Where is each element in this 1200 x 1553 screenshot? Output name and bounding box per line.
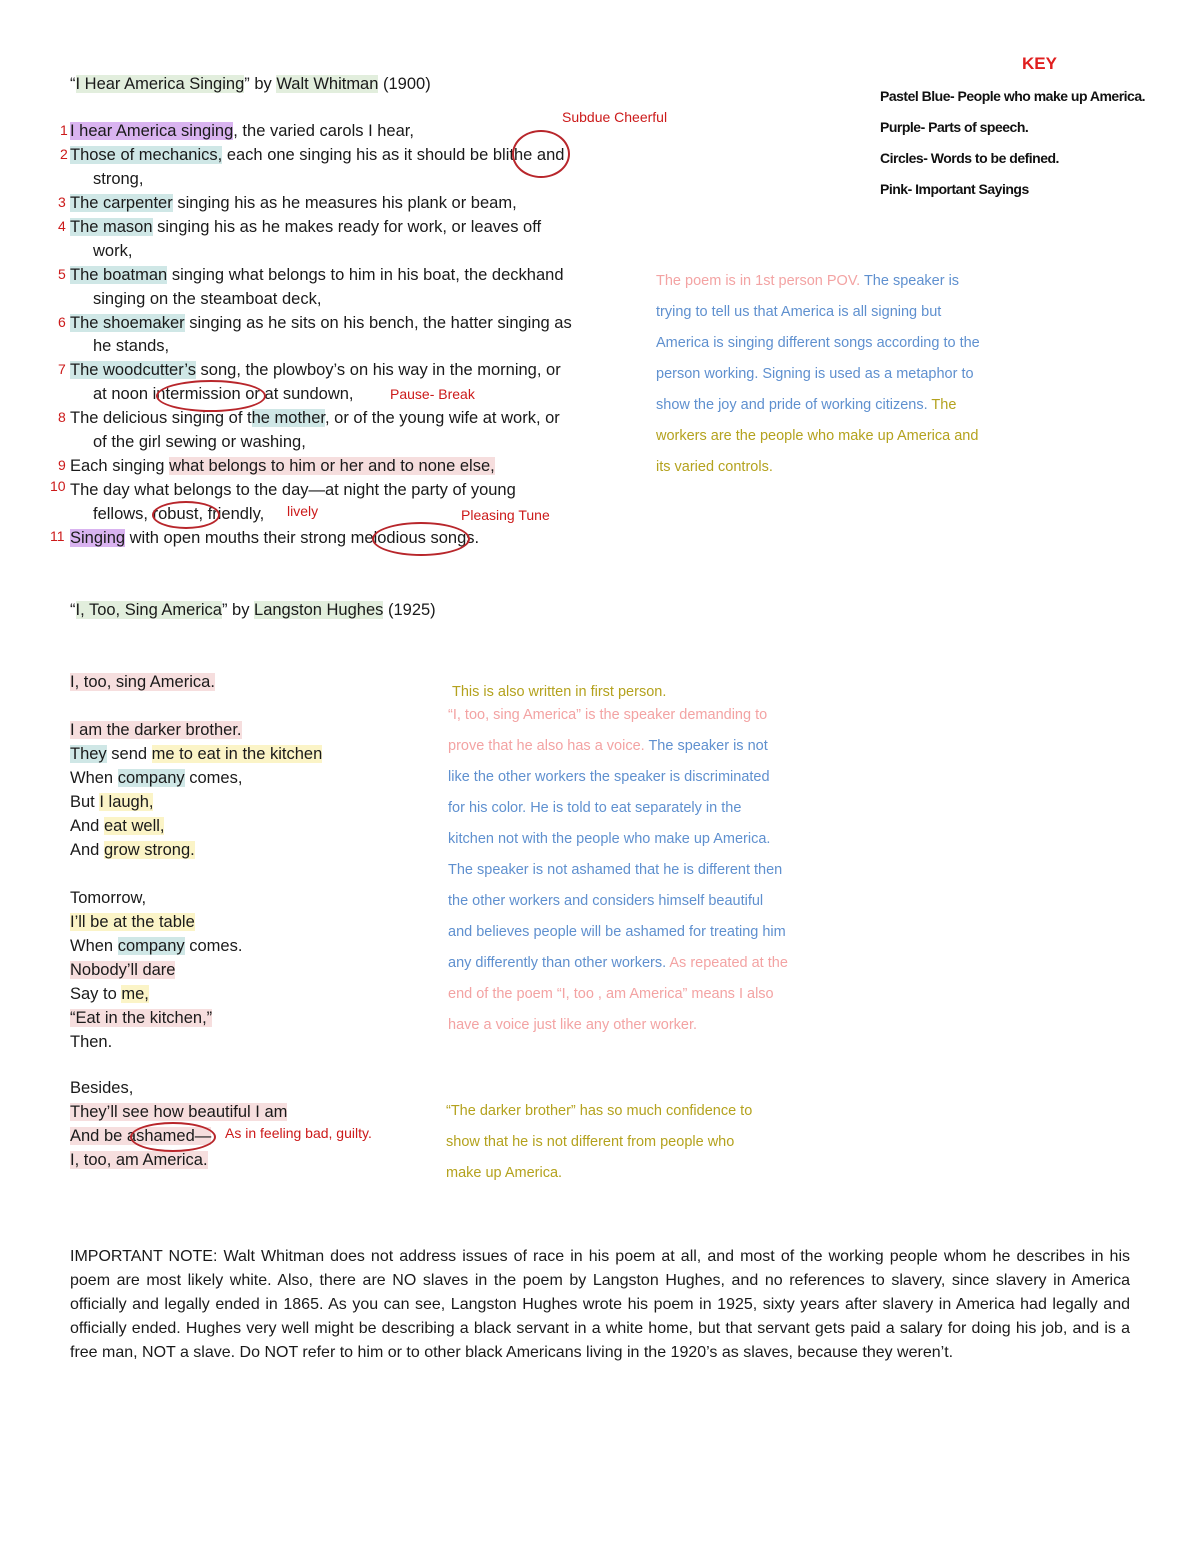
line-number: 2 [60, 146, 68, 162]
definition-circle-ashamed [130, 1122, 216, 1152]
commentary-poem2-closing: “The darker brother” has so much confidence to show that he is not different from people who make up America. [446, 1103, 753, 1181]
poem1-author: Walt Whitman [276, 75, 379, 93]
line-number: 6 [58, 314, 66, 330]
definition-intermission: Pause- Break [390, 386, 475, 402]
poem2-line: I, too, sing America. [70, 673, 215, 691]
key-item-pink: Pink- Important Sayings [880, 181, 1029, 197]
poem1-line: The mason singing his as he makes ready for work, or leaves off [70, 218, 542, 236]
poem2-line: When company comes. [70, 937, 243, 955]
poem1-line: The shoemaker singing as he sits on his bench, the hatter singing as [70, 314, 572, 332]
poem2-line: “Eat in the kitchen,” [70, 1009, 213, 1027]
poem2-line: Nobody’ll dare [70, 961, 176, 979]
important-note [70, 1245, 1130, 1365]
poem2-line: Tomorrow, [70, 889, 147, 907]
poem1-line: I hear America singing, the varied carols I hear, [70, 122, 414, 140]
line-number: 8 [58, 409, 66, 425]
commentary-poem2-lead: This is also written in first person. [452, 684, 667, 700]
poem2-line: I am the darker brother. [70, 721, 242, 739]
poem2-line: They send me to eat in the kitchen [70, 745, 323, 763]
poem2-line: And be ashamed— [70, 1127, 212, 1145]
poem2-line: They’ll see how beautiful I am [70, 1103, 288, 1121]
poem2-line: When company comes, [70, 769, 243, 787]
poem2-line: I’ll be at the table [70, 913, 195, 931]
word-ashamed: ashamed [126, 1127, 195, 1145]
important-note-text: Walt Whitman does not address issues of race in his poem at all, and most of the working people whom he describes in his poem are most likely white. Also, there are NO slaves in the poem by Langston Hughes, and no references to slavery, since slavery in America officially and legally ended in 1865. As you can see, Langston Hughes wrote his poem in 1925, sixty years after slavery in America had legally and officially ended. Hughes very well might be describing a black servant in a white home, but that servant gets paid a salary for doing his job, and is a free man, NOT a slave. Do NOT refer to him or to other black Americans living in the 1920’s as slaves, because they weren’t. [70, 1248, 1130, 1361]
poem1-line: work, [93, 242, 133, 260]
poem1-title-text: I Hear America Singing [75, 75, 245, 93]
line-number: 5 [58, 266, 66, 282]
line-number: 7 [58, 361, 66, 377]
poem1-line: The day what belongs to the day—at night the party of young [70, 481, 516, 499]
definition-robust: lively [287, 503, 319, 519]
poem1-line: of the girl sewing or washing, [93, 433, 306, 451]
key-item-pastel-blue: Pastel Blue- People who make up America. [880, 88, 1146, 104]
poem2-line: And grow strong. [70, 841, 195, 859]
word-robust: robust, [152, 505, 204, 523]
poem1-line: he stands, [93, 337, 170, 355]
poem2-line: And eat well, [70, 817, 165, 835]
important-note-label: IMPORTANT NOTE: [70, 1248, 218, 1265]
poem1-line: Those of mechanics, each one singing his as it should be blithe and [70, 146, 565, 164]
poem1-line: fellows, robust, friendly, [93, 505, 265, 523]
poem1-line: The delicious singing of the mother, or of the young wife at work, or [70, 409, 560, 427]
line-number: 11 [50, 528, 65, 544]
key-item-circles: Circles- Words to be defined. [880, 150, 1059, 166]
line-number: 4 [58, 218, 66, 234]
key-title: KEY [1022, 54, 1057, 73]
poem2-line: Say to me, [70, 985, 149, 1003]
line-number: 9 [58, 457, 66, 473]
poem1-title: “I Hear America Singing” by Walt Whitman (1900) [70, 75, 431, 93]
word-blithe: blithe [492, 146, 533, 164]
line-number: 1 [60, 122, 68, 138]
poem2-line: I, too, am America. [70, 1151, 208, 1169]
poem2-line: But I laugh, [70, 793, 154, 811]
key-item-purple: Purple- Parts of speech. [880, 119, 1029, 135]
poem1-line: Singing with open mouths their strong melodious songs. [70, 529, 480, 547]
definition-circle-blithe [512, 130, 570, 178]
definition-circle-melodious [372, 522, 470, 556]
poem2-title-text: I, Too, Sing America [75, 601, 222, 619]
poem1-line: at noon intermission or at sundown, [93, 385, 354, 403]
line-number: 3 [58, 194, 66, 210]
definition-circle-intermission [156, 380, 266, 412]
poem2-line: Then. [70, 1033, 113, 1051]
poem1-line: The woodcutter’s song, the plowboy’s on his way in the morning, or [70, 361, 561, 379]
definition-blithe: Subdue Cheerful [562, 109, 668, 125]
poem2-author: Langston Hughes [254, 601, 384, 619]
poem2-title: “I, Too, Sing America” by Langston Hughes (1925) [70, 601, 436, 619]
definition-circle-robust [152, 501, 220, 529]
poem1-line: The boatman singing what belongs to him in his boat, the deckhand [70, 266, 564, 284]
word-melodious: melodious [350, 529, 426, 547]
poem1-line: strong, [93, 170, 144, 188]
definition-melodious: Pleasing Tune [461, 507, 550, 523]
definition-ashamed: As in feeling bad, guilty. [225, 1125, 372, 1141]
commentary-poem2: “I, too, sing America” is the speaker demanding to prove that he also has a voice. The speaker is not like the other workers the speaker is discriminated for his color. He is told to eat separately in the kitchen not with the people who make up America. The speaker is not ashamed that he is different then the other workers and considers himself beautiful and believes people will be ashamed for treating him any differently than other workers. As repeated at the end of the poem “I, too , am America” means I also have a voice just like any other worker. [448, 707, 788, 1033]
commentary-poem1: The poem is in 1st person POV. The speaker is trying to tell us that America is all signing but America is singing different songs according to the person working. Signing is used as a metaphor to show the joy and pride of working citizens. The workers are the people who make up America and its varied controls. [656, 273, 980, 475]
line-number: 10 [50, 478, 66, 494]
poem1-line: Each singing what belongs to him or her and to none else, [70, 457, 495, 475]
word-intermission: intermission [152, 385, 241, 403]
poem1-line: singing on the steamboat deck, [93, 290, 322, 308]
poem1-line: The carpenter singing his as he measures his plank or beam, [70, 194, 517, 212]
poem2-line: Besides, [70, 1079, 134, 1097]
